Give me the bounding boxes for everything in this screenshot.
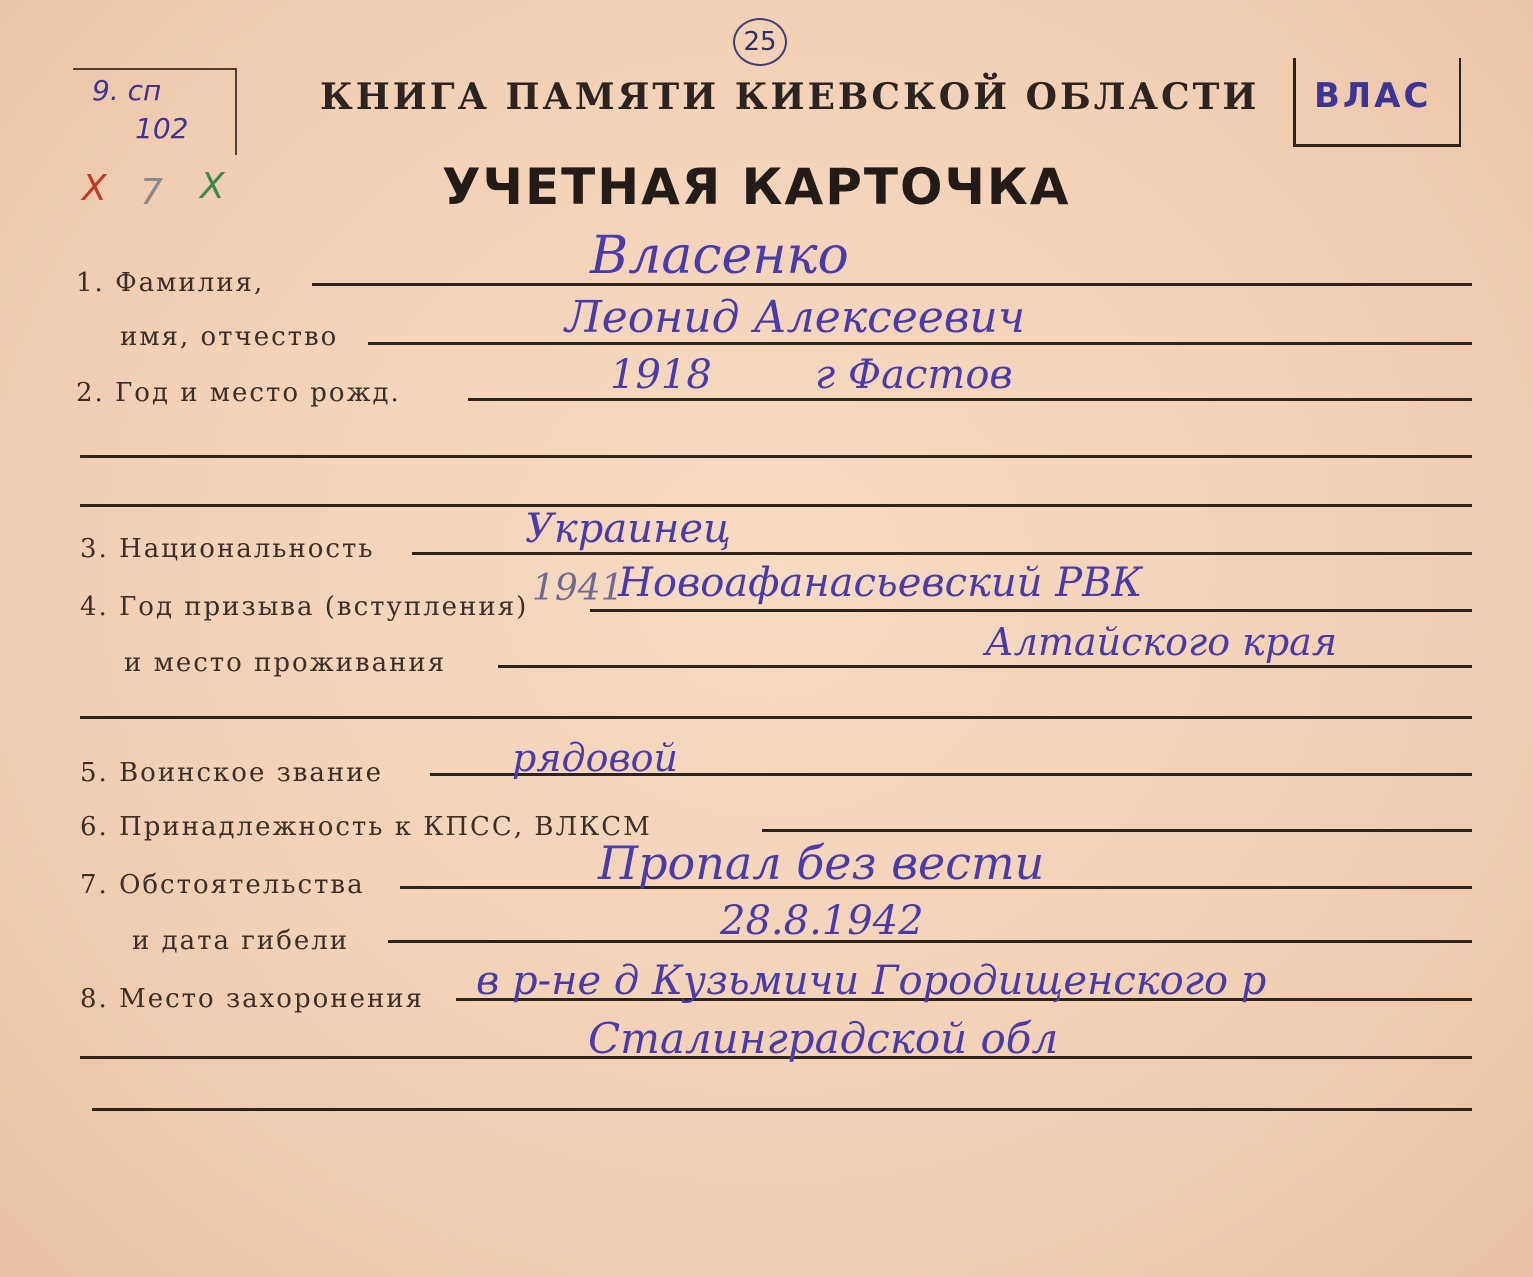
value-death-date: 28.8.1942	[720, 898, 924, 944]
label-nationality: 3. Национальность	[80, 534, 375, 564]
value-surname: Власенко	[590, 226, 849, 286]
label-surname: 1. Фамилия,	[76, 268, 265, 298]
label-name-patronymic: имя, отчество	[120, 322, 339, 352]
red-cross-mark: Х	[82, 168, 107, 209]
unit-stamp-line1: 9. сп	[92, 74, 162, 107]
book-title: КНИГА ПАМЯТИ КИЕВСКОЙ ОБЛАСТИ	[320, 76, 1260, 118]
blank-line-3	[80, 716, 1472, 719]
value-conscription-office: Новоафанасьевский РВК	[618, 560, 1143, 606]
value-residence: Алтайского края	[985, 620, 1337, 664]
line-birth	[468, 398, 1472, 401]
value-burial-line2: Сталинградской обл	[588, 1014, 1059, 1063]
blank-line-1	[80, 455, 1472, 458]
unit-stamp-line2: 102	[135, 112, 189, 145]
green-cross-mark: Х	[200, 166, 225, 207]
label-death-date: и дата гибели	[132, 926, 350, 956]
label-residence: и место проживания	[124, 648, 447, 678]
label-birth: 2. Год и место рожд.	[76, 378, 401, 408]
value-conscription-year: 1941	[532, 568, 624, 609]
label-rank: 5. Воинское звание	[80, 758, 383, 788]
line-surname	[312, 283, 1472, 286]
value-circumstances: Пропал без вести	[598, 836, 1045, 890]
label-conscription: 4. Год призыва (вступления)	[80, 592, 529, 622]
line-death-date	[388, 940, 1472, 943]
value-rank: рядовой	[512, 736, 678, 780]
gray-number-mark: 7	[140, 172, 163, 213]
blank-line-5	[92, 1108, 1472, 1111]
card-title: УЧЕТНАЯ КАРТОЧКА	[442, 158, 1071, 216]
value-name-patronymic: Леонид Алексеевич	[565, 292, 1026, 343]
value-nationality: Украинец	[525, 506, 731, 552]
surname-code: ВЛАС	[1314, 76, 1432, 116]
value-birth-year: 1918	[610, 352, 712, 398]
line-conscription	[590, 609, 1472, 612]
line-membership	[762, 829, 1472, 832]
label-circumstances: 7. Обстоятельства	[80, 870, 365, 900]
value-burial-line1: в р-не д Кузьмичи Городищенского р	[476, 958, 1267, 1004]
value-birth-place: г Фастов	[815, 352, 1013, 398]
line-residence	[498, 665, 1472, 668]
blank-line-2	[80, 504, 1472, 507]
label-membership: 6. Принадлежность к КПСС, ВЛКСМ	[80, 812, 652, 842]
label-burial: 8. Место захоронения	[80, 984, 425, 1014]
line-nationality	[412, 552, 1472, 555]
circled-number: 25	[733, 18, 787, 66]
